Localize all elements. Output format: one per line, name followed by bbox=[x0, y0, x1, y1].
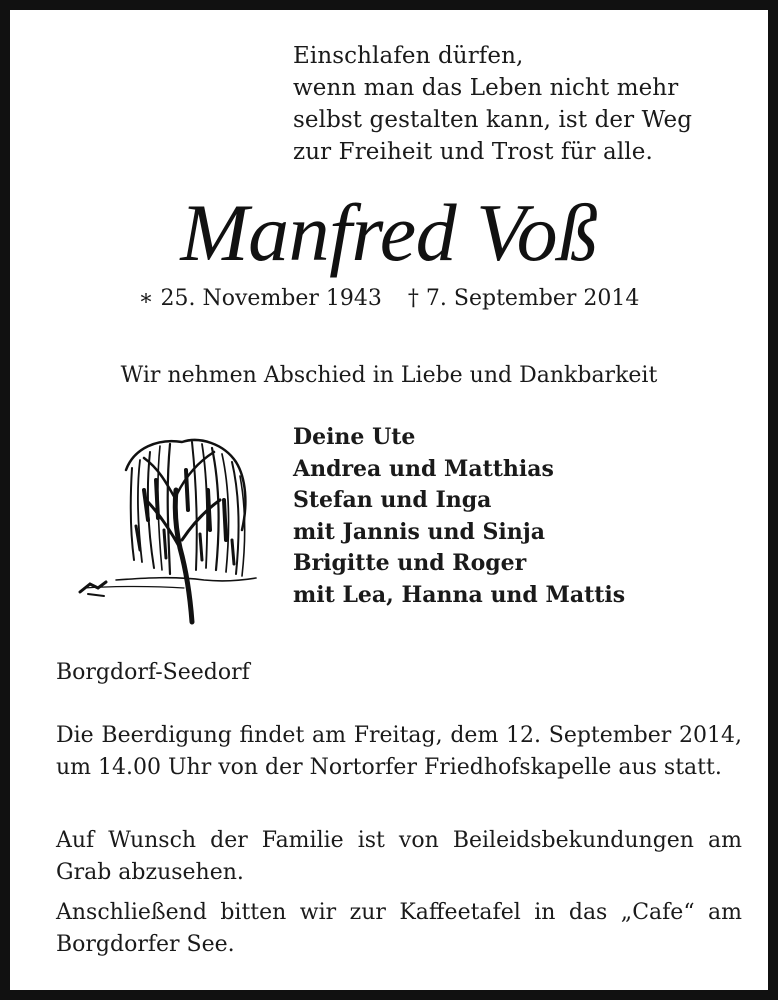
poem-line: wenn man das Leben nicht mehr bbox=[293, 75, 679, 101]
reception-note: Anschließend bitten wir zur Kaffeetafel in das „Cafe“ am Borgdorfer See. bbox=[56, 900, 742, 957]
weeping-willow-icon bbox=[74, 430, 259, 625]
life-dates bbox=[10, 286, 768, 311]
mourner-line: Brigitte und Roger bbox=[293, 550, 527, 577]
poem-line: Einschlafen dürfen, bbox=[293, 43, 524, 69]
poem-line: zur Freiheit und Trost für alle. bbox=[293, 139, 653, 165]
condolence-note: Auf Wunsch der Familie ist von Beileidsbekundungen am Grab abzusehen. bbox=[56, 828, 742, 885]
poem-line: selbst gestalten kann, ist der Weg bbox=[293, 107, 693, 133]
farewell-line: Wir nehmen Abschied in Liebe und Dankbarkeit bbox=[120, 363, 658, 388]
funeral-info: Die Beerdigung findet am Freitag, dem 12. September 2014, um 14.00 Uhr von der Nortorfer Friedhofskapelle aus statt. bbox=[56, 723, 742, 780]
birth-date: ∗ 25. November 1943 bbox=[138, 286, 382, 311]
mourner-line: Deine Ute bbox=[293, 424, 416, 450]
deceased-name: Manfred Voß bbox=[180, 187, 598, 278]
poem bbox=[293, 40, 692, 168]
death-date: † 7. September 2014 bbox=[407, 286, 640, 311]
mourner-line: mit Jannis und Sinja bbox=[293, 518, 546, 545]
mourner-line: mit Lea, Hanna und Mattis bbox=[293, 581, 626, 608]
mourner-line: Stefan und Inga bbox=[293, 487, 492, 514]
place-name: Borgdorf-Seedorf bbox=[56, 660, 250, 685]
mourner-line: Andrea und Matthias bbox=[293, 455, 554, 482]
mourners-list bbox=[293, 422, 625, 612]
